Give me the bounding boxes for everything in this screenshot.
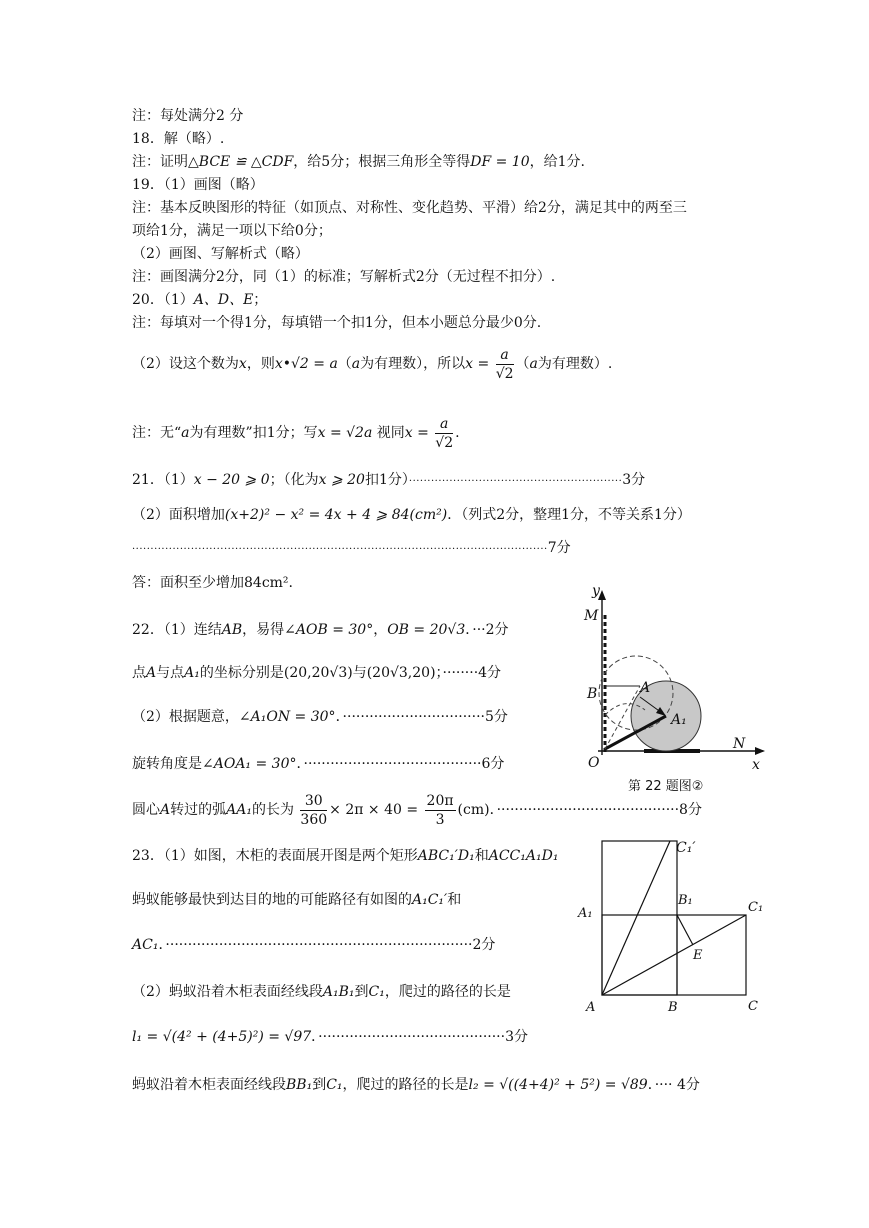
answer-22-2: （2）根据题意，∠A₁ON = 30°．································5分 bbox=[132, 709, 508, 725]
fraction-30-over-360: $\frac{30}{360}$ bbox=[300, 792, 328, 828]
note-19-c: 注：画图满分2分，同（1）的标准；写解析式2分（无过程不扣分）. bbox=[132, 269, 556, 285]
fraction-a-over-sqrt2: $\frac{a}{√2}$ bbox=[495, 346, 514, 382]
x-axis-arrow bbox=[755, 747, 765, 755]
fig23-e-label: E bbox=[693, 948, 703, 963]
answer-20-1: 20．（1）A、D、E； bbox=[132, 292, 268, 308]
figure-22 bbox=[570, 585, 770, 800]
answer-22-1: 22．（1）连结AB，易得∠AOB = 30°，OB = 20√3．···2分 bbox=[132, 622, 509, 638]
fig23-a-label: A bbox=[586, 1000, 596, 1015]
answer-19-1: 19．（1）画图（略） bbox=[132, 177, 264, 193]
path-ac1-prime bbox=[602, 841, 670, 995]
answer-23-l1: l₁ = √(4² + (4+5)²) = √97．··········································3分 bbox=[132, 1029, 528, 1045]
fig23-b-label: B bbox=[668, 1000, 678, 1015]
fig23-c-label: C bbox=[748, 999, 758, 1014]
fig22-y-label: y bbox=[592, 583, 600, 599]
fig22-caption: 第 22 题图② bbox=[628, 779, 704, 794]
fig23-b1-label: B₁ bbox=[678, 893, 693, 908]
answer-18: 18．解（略）. bbox=[132, 131, 225, 147]
answer-23-ac1: AC₁．·····································································2分 bbox=[132, 937, 496, 953]
fig22-o-label: O bbox=[588, 755, 600, 771]
fig22-m-label: M bbox=[584, 608, 599, 624]
note-18: 注：证明△BCE ≌ △CDF，给5分；根据三角形全等得DF = 10，给1分. bbox=[132, 154, 585, 170]
answer-21-dots: ·················································································································7分 bbox=[132, 540, 571, 556]
fig22-b-label: B bbox=[587, 686, 598, 702]
answer-21-conclusion: 答：面积至少增加84cm². bbox=[132, 575, 293, 591]
answer-20-2: （2）设这个数为x，则x•√2 = a（a为有理数），所以x = $\frac{a}{√2}$ （a为有理数）. bbox=[132, 346, 613, 382]
answer-21-2: （2）面积增加(x+2)² − x² = 4x + 4 ⩾ 84(cm²)．（列式2分，整理1分，不等关系1分） bbox=[132, 507, 691, 523]
note-line: 注：每处满分2 分 bbox=[132, 108, 244, 124]
answer-23-l2: 蚂蚁沿着木柜表面经线段BB₁到C₁，爬过的路径的长是l₂ = √((4+4)² + 5²) = √89．···· 4分 bbox=[132, 1077, 700, 1093]
answer-22-coords: 点A与点A₁的坐标分别是(20,20√3)与(20√3,20)；········4分 bbox=[132, 665, 502, 681]
fig23-c1-label: C₁ bbox=[748, 900, 764, 915]
note-20: 注：每填对一个得1分，每填错一个扣1分，但本小题总分最少0分. bbox=[132, 315, 542, 331]
fraction-a-over-sqrt2-2: $\frac{a}{√2}$ bbox=[435, 415, 454, 451]
answer-21-1: 21．（1）x − 20 ⩾ 0；（化为x ⩾ 20扣1分）··························································3分 bbox=[132, 472, 646, 488]
fig23-a1-label: A₁ bbox=[578, 906, 593, 921]
note-20-2: 注：无“a为有理数”扣1分；写x = √2a 视同x = $\frac{a}{√2}$ . bbox=[132, 415, 460, 451]
fig23-c1prime-label: C₁′ bbox=[676, 840, 696, 856]
segment-b1e bbox=[677, 915, 693, 945]
answer-23-2: （2）蚂蚁沿着木柜表面经线段A₁B₁到C₁，爬过的路径的长是 bbox=[132, 984, 511, 1000]
answer-19-2: （2）画图、写解析式（略） bbox=[132, 246, 309, 262]
path-ac1 bbox=[602, 915, 746, 995]
answer-23-paths: 蚂蚁能够最快到达目的地的可能路径有如图的A₁C₁′和 bbox=[132, 892, 462, 908]
answer-22-arc: 圆心A转过的弧AA₁的长为 $\frac{30}{360}$ × 2π × 40 = $\frac{20\pi}{3}$ (cm)．·········································8分 bbox=[132, 792, 702, 828]
fig22-a1-label: A₁ bbox=[671, 712, 687, 728]
note-19-b: 项给1分，满足一项以下给0分； bbox=[132, 223, 332, 239]
fig22-x-label: x bbox=[752, 757, 760, 773]
note-19-a: 注：基本反映图形的特征（如顶点、对称性、变化趋势、平滑）给2分，满足其中的两至三 bbox=[132, 200, 687, 216]
fraction-20pi-over-3: $\frac{20\pi}{3}$ bbox=[426, 792, 454, 828]
fig22-a-label: A bbox=[640, 680, 651, 696]
answer-23-1: 23．（1）如图，木柜的表面展开图是两个矩形ABC₁′D₁和ACC₁A₁D₁ bbox=[132, 848, 559, 864]
answer-22-rotation: 旋转角度是∠AOA₁ = 30°．········································6分 bbox=[132, 756, 505, 772]
rect-abc1d1 bbox=[602, 841, 677, 995]
fig22-n-label: N bbox=[733, 736, 746, 752]
figure-23 bbox=[595, 835, 755, 1000]
